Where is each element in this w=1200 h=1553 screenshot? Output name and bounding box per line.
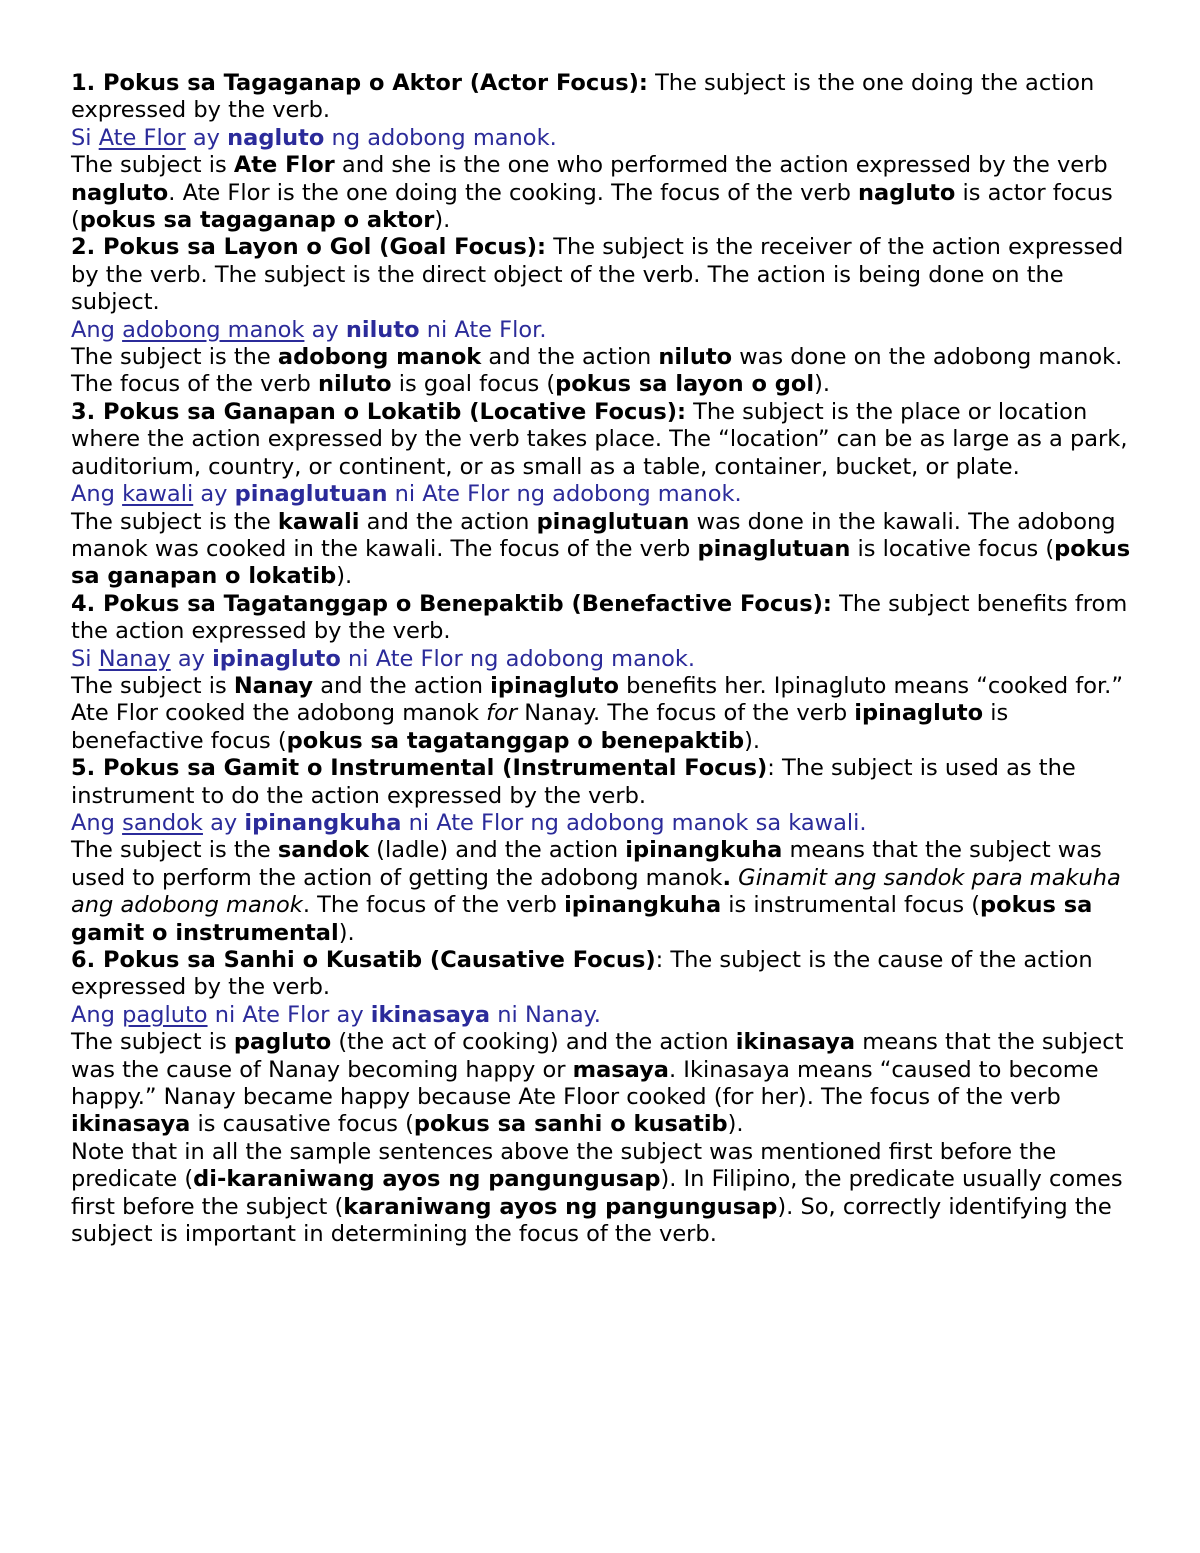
explanation-text: is actor focus ( [71,179,1113,234]
example-verb: niluto [345,316,420,343]
example-mid: ay [185,124,228,151]
note-text: Note that in all the sample sentences above the subject was mentioned first before the predicate ( [71,1138,1057,1193]
explanation-text: ). [434,207,451,234]
section-definition: The subject is the one doing the action expressed by the verb. [71,70,1095,124]
example-verb: ikinasaya [370,1001,491,1028]
section-title-text: Pokus sa Layon o Gol (Goal Focus): [103,234,547,261]
bold-term: ipinangkuha [625,837,783,864]
section-definition: The subject is the receiver of the action expressed by the verb. The subject is the direct object of the verb. The action is being done on the subject. [71,234,1124,316]
section-title [71,755,767,781]
explanation-text: is causative focus ( [190,1111,414,1138]
bold-term: ipinagluto [854,700,984,727]
explanation-text: was done on the adobong manok. The focus of the verb [71,344,1123,398]
example-pre: Ang [71,316,123,343]
explanation-text: The subject is the [71,837,278,864]
section-number: 4. [71,590,96,617]
bold-term: kawali [277,508,360,535]
explanation-text: and the action [313,672,491,699]
explanation-text: is instrumental focus ( [721,892,980,919]
explanation-text: (ladle) and the action [369,837,626,864]
section-number: 6. [71,947,96,973]
example-pre: Si [71,645,99,672]
example-verb: ipinangkuha [244,809,402,836]
explanation [71,152,1141,234]
explanation-text: and the action [481,344,659,371]
example-mid: ni Ate Flor ay [207,1001,371,1028]
bold-term: Nanay [233,672,314,699]
bold-term: niluto [317,371,392,398]
bold-term: adobong manok [277,344,482,371]
explanation-text: ). [727,1111,744,1138]
explanation-text: . Ikinasaya means “caused to become happy.” Nanay became happy because Ate Floor cooked (for her). The focus of the verb [71,1056,1099,1111]
explanation-text: and the action [359,508,537,535]
example-verb: pinaglutuan [234,481,388,508]
explanation-text: and she is the one who performed the action expressed by the verb [334,152,1108,179]
section-definition: The subject benefits from the action expressed by the verb. [71,590,1128,645]
example-post: ng adobong manok. [324,124,557,151]
example-subject: adobong manok [122,316,305,343]
example-post: ni Ate Flor ng adobong manok. [340,645,696,672]
bold-term: masaya [572,1056,669,1083]
example-subject: kawali [122,481,194,508]
section-title [71,947,656,973]
explanation-text: . The focus of the verb [302,892,565,919]
example-post: ni Ate Flor ng adobong manok sa kawali. [401,809,867,836]
explanation [71,1029,1141,1139]
section-number: 2. [71,234,96,261]
note-text: ). So, correctly identifying the subject is important in determining the focus of the verb. [71,1193,1112,1248]
explanation-text: is locative focus ( [850,535,1055,562]
example-sentence [71,646,1141,673]
bold-term: nagluto [71,179,169,206]
section-title [71,591,832,617]
explanation [71,509,1141,591]
section-number: 3. [71,398,96,425]
section-title-colon: : [767,755,775,782]
italic-text: for [486,700,518,727]
closing-note [71,1139,1141,1249]
example-sentence [71,481,1141,508]
example-subject: pagluto [122,1001,208,1028]
bold-term: ipinangkuha [564,892,722,919]
bold-term: nagluto [858,179,956,206]
explanation [71,837,1141,947]
section-title-text: Pokus sa Ganapan o Lokatib (Locative Focus): [103,398,687,425]
example-post: ni Ate Flor. [419,316,547,343]
example-post: ni Ate Flor ng adobong manok. [387,481,742,508]
section-heading-5 [71,755,1141,810]
bold-term: pokus sa tagatanggap o benepaktib [286,727,745,754]
bold-term: ikinasaya [735,1029,856,1056]
section-heading-6 [71,947,1141,1002]
bold-term: pokus sa gamit o instrumental [71,892,1093,946]
section-title [71,70,648,96]
explanation-text: The subject is the [71,344,278,371]
bold-term: ikinasaya [71,1111,191,1138]
explanation-text: Nanay. The focus of the verb [517,700,855,727]
bold-term: pinaglutuan [536,508,690,535]
example-pre: Ang [71,809,123,836]
example-verb: ipinagluto [212,645,341,672]
bold-term: niluto [658,344,733,371]
section-title [71,234,546,260]
bold-term: pokus sa ganapan o lokatib [71,535,1131,590]
example-pre: Ang [71,481,123,508]
explanation-text: The subject is the [71,508,278,535]
section-title-text: Pokus sa Tagatanggap o Benepaktib (Benefactive Focus): [103,590,832,617]
example-sentence [71,810,1141,837]
example-mid: ay [170,645,213,672]
explanation-text: means that the subject was used to perform the action of getting the adobong manok [71,837,1102,891]
explanation-text: (the act of cooking) and the action [331,1029,736,1056]
explanation [71,344,1141,399]
example-sentence [71,1002,1141,1029]
example-mid: ay [304,316,346,343]
bold-term: pagluto [233,1029,332,1056]
section-heading-2 [71,234,1141,316]
explanation-text: means that the subject was the cause of Nanay becoming happy or [71,1029,1124,1083]
document-body [71,70,1141,1248]
explanation-text: The subject is [71,152,234,179]
example-sentence [71,317,1141,344]
bold-term: . [722,864,732,891]
section-title [71,399,686,425]
example-post: ni Nanay. [490,1001,601,1028]
explanation [71,673,1141,755]
example-sentence [71,125,1141,152]
section-title-text: Pokus sa Sanhi o Kusatib (Causative Focus) [103,947,656,973]
bold-term: sandok [277,837,370,864]
explanation-text: ). [338,919,355,946]
bold-term: pokus sa layon o gol [555,371,815,398]
explanation-text: is benefactive focus ( [71,700,1009,754]
explanation-text: ). [336,563,353,590]
section-heading-4 [71,591,1141,646]
bold-term: Ate Flor [233,152,335,179]
section-definition: The subject is used as the instrument to do the action expressed by the verb. [71,755,1076,809]
explanation-text: ). [744,727,761,754]
example-pre: Si [71,124,99,151]
explanation-text: ). [814,371,831,398]
section-number: 1. [71,70,96,96]
example-mid: ay [193,481,235,508]
section-title-text: Pokus sa Tagaganap o Aktor (Actor Focus): [103,70,648,96]
explanation-text: The subject is [71,1029,234,1056]
section-definition: The subject is the cause of the action expressed by the verb. [71,947,1093,1001]
explanation-text: is goal focus ( [391,371,556,398]
explanation-text: was done in the kawali. The adobong manok was cooked in the kawali. The focus of the verb [71,508,1116,562]
explanation-text: The subject is [71,672,234,699]
example-subject: Ate Flor [98,124,186,151]
section-heading-3 [71,399,1141,481]
bold-term: pinaglutuan [697,535,851,562]
explanation-text: benefits her. Ipinagluto means “cooked for.” Ate Flor cooked the adobong manok [71,672,1123,727]
bold-term: pokus sa sanhi o kusatib [413,1111,728,1138]
explanation-text: . Ate Flor is the one doing the cooking. The focus of the verb [168,179,859,206]
example-pre: Ang [71,1001,123,1028]
bold-term: di-karaniwang ayos ng pangungusap [193,1166,661,1193]
note-text: ). In Filipino, the predicate usually comes first before the subject ( [71,1166,1123,1220]
bold-term: pokus sa tagaganap o aktor [79,207,435,234]
section-heading-1 [71,70,1141,125]
example-mid: ay [202,809,245,836]
bold-term: karaniwang ayos ng pangungusap [343,1193,778,1220]
section-number: 5. [71,755,96,782]
example-verb: nagluto [227,124,325,151]
section-definition: The subject is the place or location where the action expressed by the verb takes place. The “location” can be as large as a park, auditorium, country, or continent, or as small as a table, container, bucket, or plate. [71,398,1128,480]
italic-text: Ginamit ang sandok para makuha ang adobong manok [71,864,1121,919]
section-title-colon: : [655,947,664,973]
section-title-text: Pokus sa Gamit o Instrumental (Instrumental Focus) [103,755,768,782]
example-subject: Nanay [98,645,171,672]
bold-term: ipinagluto [490,672,619,699]
example-subject: sandok [122,809,203,836]
